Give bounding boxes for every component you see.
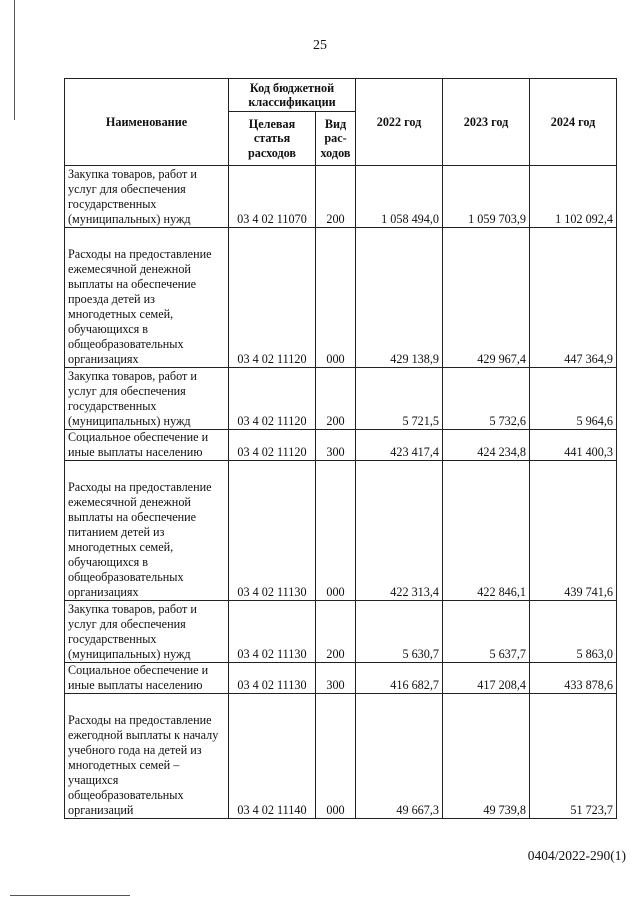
row-2023: 429 967,4 (443, 228, 530, 368)
row-2022: 1 058 494,0 (356, 166, 443, 228)
row-vid: 000 (316, 461, 356, 601)
row-2024: 439 741,6 (530, 461, 617, 601)
header-code-group: Код бюджетной классификации (229, 79, 356, 112)
row-code: 03 4 02 11120 (229, 228, 316, 368)
row-2023: 424 234,8 (443, 430, 530, 461)
row-2023: 5 637,7 (443, 601, 530, 663)
row-2024: 5 863,0 (530, 601, 617, 663)
header-expense-type: Вид рас-ходов (316, 112, 356, 166)
table-row (65, 663, 617, 694)
row-2024: 433 878,6 (530, 663, 617, 694)
table-row (65, 694, 617, 819)
row-2023: 417 208,4 (443, 663, 530, 694)
row-code: 03 4 02 11120 (229, 430, 316, 461)
row-2024: 51 723,7 (530, 694, 617, 819)
row-code: 03 4 02 11070 (229, 166, 316, 228)
row-name: Расходы на предоставление ежегодной выплаты к началу учебного года на детей из многодетных семей – учащихся общеобразовательных организаций (65, 694, 229, 819)
budget-table (64, 78, 617, 819)
row-2023: 422 846,1 (443, 461, 530, 601)
row-2023: 49 739,8 (443, 694, 530, 819)
header-2022: 2022 год (356, 79, 443, 166)
row-2024: 447 364,9 (530, 228, 617, 368)
row-name: Социальное обеспечение и иные выплаты населению (65, 430, 229, 461)
page-number: 25 (313, 38, 327, 53)
row-2022: 5 721,5 (356, 368, 443, 430)
table-row (65, 228, 617, 368)
row-code: 03 4 02 11130 (229, 601, 316, 663)
row-name: Закупка товаров, работ и услуг для обеспечения государственных (муниципальных) нужд (65, 368, 229, 430)
row-code: 03 4 02 11140 (229, 694, 316, 819)
row-vid: 200 (316, 368, 356, 430)
header-name: Наименование (65, 79, 229, 166)
row-code: 03 4 02 11130 (229, 461, 316, 601)
row-vid: 300 (316, 430, 356, 461)
header-2023: 2023 год (443, 79, 530, 166)
row-2022: 423 417,4 (356, 430, 443, 461)
header-target-article: Целевая статья расходов (229, 112, 316, 166)
row-code: 03 4 02 11130 (229, 663, 316, 694)
row-name: Социальное обеспечение и иные выплаты населению (65, 663, 229, 694)
row-name: Расходы на предоставление ежемесячной денежной выплаты на обеспечение проезда детей из многодетных семей, обучающихся в общеобразовательных организациях (65, 228, 229, 368)
row-vid: 200 (316, 166, 356, 228)
table-row (65, 368, 617, 430)
table-row (65, 461, 617, 601)
row-2022: 422 313,4 (356, 461, 443, 601)
table-row (65, 601, 617, 663)
row-vid: 200 (316, 601, 356, 663)
row-2022: 429 138,9 (356, 228, 443, 368)
row-2022: 416 682,7 (356, 663, 443, 694)
row-2023: 1 059 703,9 (443, 166, 530, 228)
row-name: Закупка товаров, работ и услуг для обеспечения государственных (муниципальных) нужд (65, 601, 229, 663)
row-vid: 000 (316, 694, 356, 819)
row-code: 03 4 02 11120 (229, 368, 316, 430)
document-code: 0404/2022-290(1) (527, 848, 626, 863)
row-2022: 49 667,3 (356, 694, 443, 819)
scan-edge-line (10, 895, 130, 896)
scan-edge-line (14, 0, 15, 120)
table-row (65, 430, 617, 461)
row-2023: 5 732,6 (443, 368, 530, 430)
row-2024: 441 400,3 (530, 430, 617, 461)
row-name: Закупка товаров, работ и услуг для обеспечения государственных (муниципальных) нужд (65, 166, 229, 228)
table-row (65, 166, 617, 228)
row-name: Расходы на предоставление ежемесячной денежной выплаты на обеспечение питанием детей из многодетных семей, обучающихся в общеобразовательных организациях (65, 461, 229, 601)
header-2024: 2024 год (530, 79, 617, 166)
row-2022: 5 630,7 (356, 601, 443, 663)
row-2024: 5 964,6 (530, 368, 617, 430)
row-2024: 1 102 092,4 (530, 166, 617, 228)
row-vid: 000 (316, 228, 356, 368)
row-vid: 300 (316, 663, 356, 694)
